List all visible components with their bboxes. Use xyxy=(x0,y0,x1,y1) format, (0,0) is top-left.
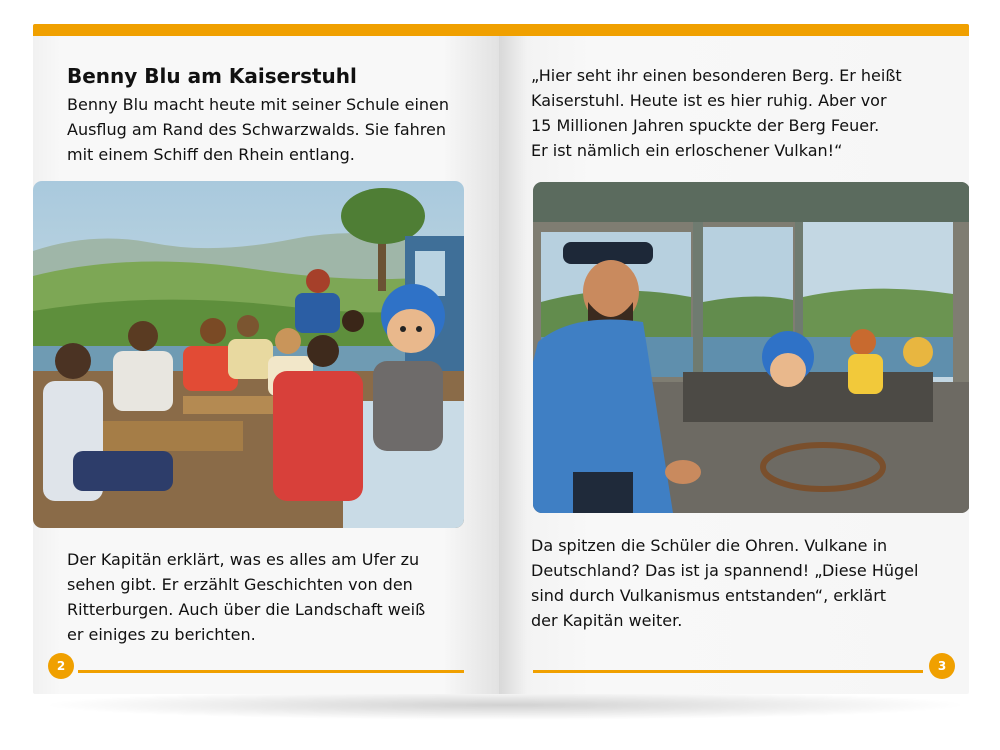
book-shadow xyxy=(40,690,970,720)
text-line: Ausflug am Rand des Schwarzwalds. Sie fahren xyxy=(67,120,447,139)
text-line: Da spitzen die Schüler die Ohren. Vulkane in xyxy=(531,536,888,555)
text-line: Der Kapitän erklärt, was es alles am Ufer zu xyxy=(67,550,420,569)
text-line: Benny Blu macht heute mit seiner Schule einen xyxy=(67,95,450,114)
text-line: sehen gibt. Er erzählt Geschichten von den xyxy=(67,575,413,594)
text-line: Kaiserstuhl. Heute ist es hier ruhig. Aber vor xyxy=(531,91,887,110)
right-page-top-bar xyxy=(499,24,969,36)
text-line: Ritterburgen. Auch über die Landschaft weiß xyxy=(67,600,426,619)
text-line: er einiges zu berichten. xyxy=(67,625,256,644)
right-footer-line xyxy=(533,670,923,673)
left-footer-line xyxy=(78,670,464,673)
page-number-badge: 3 xyxy=(929,653,955,679)
left-body-text xyxy=(67,547,425,647)
boat-passengers-illustration xyxy=(33,181,464,528)
page-number-badge: 2 xyxy=(48,653,74,679)
captain-steering-illustration xyxy=(533,182,969,513)
text-line: Deutschland? Das ist ja spannend! „Diese Hügel xyxy=(531,561,919,580)
text-line: 15 Millionen Jahren spuckte der Berg Feuer. xyxy=(531,116,880,135)
story-title: Benny Blu am Kaiserstuhl xyxy=(67,64,357,88)
text-line: sind durch Vulkanismus entstanden“, erklärt xyxy=(531,586,887,605)
left-intro-text xyxy=(67,92,449,167)
right-intro-text xyxy=(531,63,902,163)
text-line: mit einem Schiff den Rhein entlang. xyxy=(67,145,355,164)
left-page xyxy=(33,24,499,694)
left-page-top-bar xyxy=(33,24,499,36)
right-page xyxy=(499,24,969,694)
text-line: Er ist nämlich ein erloschener Vulkan!“ xyxy=(531,141,843,160)
right-body-text xyxy=(531,533,918,633)
text-line: „Hier seht ihr einen besonderen Berg. Er heißt xyxy=(531,66,902,85)
text-line: der Kapitän weiter. xyxy=(531,611,683,630)
